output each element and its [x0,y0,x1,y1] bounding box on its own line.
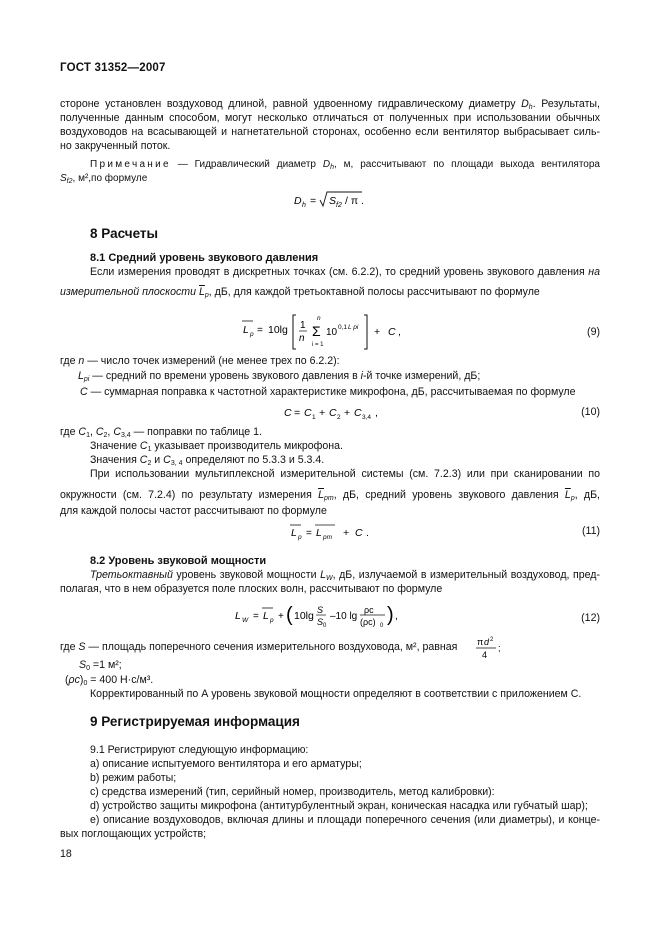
list-item: d) устройство защиты микрофона (антитурбулентный экран, коническая насадка или губчатый шар); [90,800,588,812]
svg-text:C: C [388,326,396,338]
list-item: e) описание воздуховодов, включая длины и площади поперечного сечения (или диаметры), и конце- [90,814,600,826]
svg-text:n: n [299,333,305,344]
svg-text:L: L [235,610,241,622]
svg-text:D: D [294,195,302,207]
svg-text:3,4: 3,4 [362,414,372,421]
svg-text:+: + [374,326,381,338]
list-item: c) средства измерений (тип, серийный номер, производитель, метод калибровки): [90,786,495,798]
svg-text:C: C [304,407,312,419]
equation-9-number: (9) [587,326,600,338]
svg-text:,: , [395,610,398,622]
svg-text:=: = [310,195,317,207]
svg-text:1: 1 [312,414,316,421]
intro-line-1: стороне установлен воздуховод длиной, равной удвоенному гидравлическому диаметру $D_h$. Результаты, [60,98,600,111]
multiplex-line-3: для каждой полосы частот рассчитывают по формуле [60,505,327,517]
hydraulic-diameter-formula [292,189,382,211]
svg-text:p: p [270,617,274,624]
equation-10-number: (10) [581,406,600,418]
svg-text:;: ; [498,643,501,653]
svg-text:(ρc): (ρc) [360,617,376,627]
svg-text:=: = [253,611,259,622]
svg-text:L: L [316,527,322,539]
s81-line-1: Если измерения проводят в дискретных точках (см. 6.2.2), то средний уровень звукового давления на [90,266,600,278]
s0-line: $S_0 =1$ м²; [79,659,122,672]
pi-d-squared-fraction [474,634,506,662]
svg-text:d: d [484,637,490,647]
where-lpi: $L_{pi}$ — средний по времени уровень звукового давления в i-й точке измерений, дБ; [78,370,481,383]
svg-text:/ π .: / π . [345,195,364,207]
svg-text:pm: pm [323,534,333,541]
s91-intro: 9.1 Регистрируют следующую информацию: [90,744,309,756]
s82-line-1: Третьоктавный уровень звуковой мощности $L_W$, дБ, излучаемой в измерительный воздуховод, пред- [90,569,601,582]
svg-text:i = 1: i = 1 [312,342,324,348]
standard-header: ГОСТ 31352—2007 [60,62,166,74]
multiplex-line-1: При использовании мультиплексной измерительной системы (см. 7.2.3) или при сканировании по [90,468,600,480]
equation-10 [282,403,392,421]
svg-text:0: 0 [380,623,384,629]
svg-text:p: p [250,331,254,338]
svg-text:+: + [344,407,351,419]
svg-text:2: 2 [490,637,494,643]
equation-9 [240,311,430,353]
s82-line-2: полагая, что в нем образуется поле плоских волн, рассчитывают по формуле [60,583,443,595]
list-item: b) режим работы; [90,772,177,784]
svg-text:4: 4 [482,650,488,660]
svg-text:S: S [317,605,324,615]
page-number: 18 [60,848,72,860]
svg-text:p: p [298,534,302,541]
note-line-2: $S_{f2}$, м²,по формуле [60,173,148,185]
svg-text:S: S [317,617,324,627]
svg-text:C: C [355,527,363,539]
multiplex-line-2: окружности (см. 7.2.4) по результату измерения $\overline{L}_{pm}$, дБ, средний уровень звукового давления $\overline{L}_p$, дБ, [60,489,600,502]
c2-line: Значения $C_2$ и $C_{3, 4}$ определяют по 5.3.3 и 5.3.4. [90,454,325,467]
subsection-8-2-title: 8.2 Уровень звуковой мощности [90,555,267,567]
list-item: вых поглощающих устройств; [60,828,207,840]
svg-text:+: + [343,527,350,539]
svg-text:π: π [477,637,484,647]
equation-12-number: (12) [581,612,600,624]
svg-text:): ) [387,604,394,626]
svg-text:Σ: Σ [312,323,321,339]
svg-text:=: = [294,407,301,419]
note-line-1: Примечание — Гидравлический диаметр $D_h$, м, рассчитывают по площади выхода вентилятора [90,159,600,171]
svg-text:ρc: ρc [364,605,374,615]
where-c: C — суммарная поправка к частотной характеристике микрофона, дБ, рассчитываемая по формуле [80,386,576,398]
corrected-level-line: Корректированный по А уровень звуковой мощности определяют в соответствии с приложением С. [90,688,582,700]
section-9-title: 9 Регистрируемая информация [90,714,300,729]
equation-11 [288,519,388,541]
svg-text:–10 lg: –10 lg [330,611,358,622]
where-n: где n — число точек измерений (не менее трех по 6.2.2): [60,355,340,367]
svg-text:,: , [375,407,378,419]
equation-12 [233,600,403,630]
c1-line: Значение $C_1$ указывает производитель микрофона. [90,440,343,453]
svg-text:0,1: 0,1 [338,324,348,331]
svg-text:,: , [398,326,401,338]
svg-text:+: + [319,407,326,419]
svg-text:n: n [317,315,321,322]
list-item: a) описание испытуемого вентилятора и его арматуры; [90,758,362,770]
subsection-8-1-title: 8.1 Средний уровень звукового давления [90,252,319,264]
svg-text:=: = [306,528,312,539]
svg-text:L: L [243,324,249,336]
svg-text:L: L [291,527,297,539]
svg-text:(: ( [286,604,293,626]
svg-text:W: W [242,617,249,624]
corrections-line: где $C_1$, $C_2$, $C_{3,4}$ — поправки по таблице 1. [60,426,262,439]
intro-line-2: полученные данным способом, могут несколько отличаться от полученных при использовании обычных [60,112,600,124]
svg-text:2: 2 [337,414,341,421]
s81-line-2: измерительной плоскости $\overline{L}_p$, дБ, для каждой третьоктавной полосы рассчитывают по формуле [60,286,540,299]
svg-text:C: C [354,407,362,419]
intro-line-4: но закрученный поток. [60,140,171,152]
svg-text:f2: f2 [336,202,342,209]
svg-text:10lg: 10lg [294,610,314,622]
svg-text:10lg: 10lg [268,324,288,336]
equation-11-number: (11) [581,525,600,537]
svg-text:C: C [284,407,292,419]
section-8-title: 8 Расчеты [90,226,159,241]
rho-line: $(\rho c)_0 = 400$ Н·с/м³. [65,674,154,687]
where-s: где S — площадь поперечного сечения измерительного воздуховода, м², равная [60,641,458,653]
svg-text:.: . [366,527,369,539]
svg-text:=: = [257,325,263,336]
svg-text:+: + [278,611,284,622]
svg-text:1: 1 [300,320,306,331]
svg-text:S: S [329,195,337,207]
intro-line-3: воздуховодов на всасывающей и нагнетательной сторонах, особенно если вентилятор выбрасывает силь- [60,126,600,138]
svg-text:L: L [263,610,269,622]
svg-text:C: C [329,407,337,419]
svg-text:L pi: L pi [348,324,359,331]
svg-text:10: 10 [326,327,338,338]
svg-text:0: 0 [323,623,327,629]
svg-text:h: h [302,202,306,209]
